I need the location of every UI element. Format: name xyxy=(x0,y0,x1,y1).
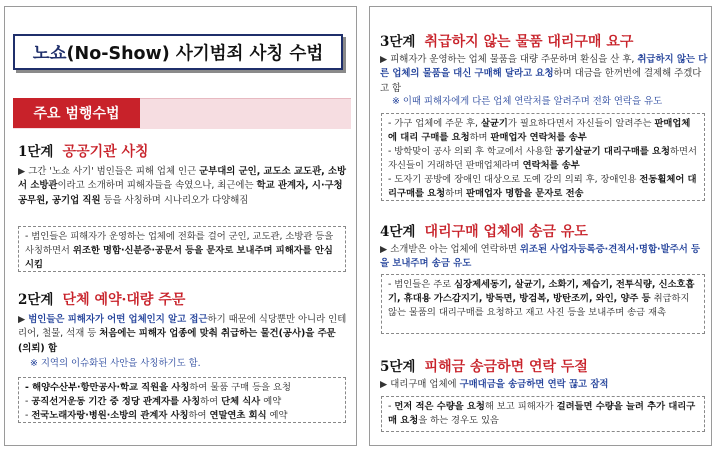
stage-2-example-box xyxy=(18,377,346,423)
stage-4-example: - 범인들은 주로 심장제세동기, 살균기, 소화기, 제습기, 전투식량, 신소호흡기, 휴대용 가스감지기, 방독면, 방검복, 방탄조끼, 와인, 양주 등 취급하지 않는 물품의 대리구매를 요청하고 재고 사진 등을 보내주며 송금 재촉 xyxy=(388,279,695,318)
stage-4-number: 4단계 xyxy=(380,224,416,240)
bullet-icon: ▶ xyxy=(380,54,388,65)
page-title xyxy=(13,34,343,70)
stage-2-number: 2단계 xyxy=(18,292,54,308)
stage-5-example: - 먼저 적은 수량을 요청해 보고 피해자가 걸려들면 수량을 늘려 추가 대리구매 요청을 하는 경우도 있음 xyxy=(388,401,696,426)
stage-4-heading xyxy=(380,224,588,241)
stage-1-number: 1단계 xyxy=(18,144,54,160)
bullet-icon: ▶ xyxy=(380,244,388,255)
stage-1-heading xyxy=(18,144,149,161)
stage-3-note: ※ 이때 피해자에게 다른 업체 연락처를 알려주며 전화 연락을 유도 xyxy=(392,96,663,107)
bullet-icon: ▶ xyxy=(18,314,26,325)
stage-2-note: ※ 지역의 이슈화된 사안을 사칭하기도 함. xyxy=(30,358,201,369)
stage-4-text-content: 소개받은 아는 업체에 연락하면 위조된 사업자등록증·견적서·명함·발주서 등을 보내주며 송금 유도 xyxy=(380,244,701,270)
stage-4-name: 대리구매 업체에 송금 유도 xyxy=(424,224,588,240)
stage-5-number: 5단계 xyxy=(380,359,416,375)
stage-1-name: 공공기관 사칭 xyxy=(62,144,149,160)
stage-2-text-content: 범인들은 피해자가 어떤 업체인지 알고 접근하기 때문에 식당뿐만 아니라 인테리어, 철물, 석재 등 처음에는 피해자 업종에 맞춰 취급하는 물건(공사)을 주문(의뢰) 함 xyxy=(18,314,347,354)
stage-2-example: - 해양수산부·항만공사·학교 직원을 사칭하여 물품 구매 등을 요청 - 공직선거운동 기간 중 정당 관계자를 사칭하여 단체 식사 예약 - 전국노래자랑·병원·소방의 관계자 사칭하여 연말연초 회식 예약 xyxy=(25,382,291,421)
stage-2-name: 단체 예약·대량 주문 xyxy=(62,292,186,308)
stage-1-example: - 범인들은 피해자가 운영하는 업체에 전화를 걸어 군인, 교도관, 소방관 등을 사칭하면서 위조한 명함·신분증·공문서 등을 문자로 보내주며 피해자를 안심시킴 xyxy=(25,231,334,270)
stage-5-heading xyxy=(380,359,588,376)
stage-3-text-content: 피해자가 운영하는 업체 물품을 대량 주문하며 환심을 산 후, 취급하지 않는 다른 업체의 물품을 대신 구매해 달라고 요청하며 대금을 한꺼번에 결제해 주겠다고 함 xyxy=(380,54,708,94)
stage-1-text xyxy=(18,165,348,208)
stage-1-text-content: 그간 '노쇼 사기' 범인들은 피해 업체 인근 군부대의 군인, 교도소 교도관, 소방서 소방관이라고 소개하며 피해자들을 속였으나, 최근에는 학교 관계자, 시·구청 공무원, 공기업 직원 등을 사칭하며 시나리오가 다양해짐 xyxy=(18,166,347,206)
section-tab: 주요 범행수법 xyxy=(13,98,140,128)
stage-3-number: 3단계 xyxy=(380,34,416,50)
stage-3-heading xyxy=(380,34,633,51)
title-highlight: 노쇼 xyxy=(32,43,67,64)
stage-1-example-box xyxy=(18,226,346,272)
stage-2-heading xyxy=(18,292,185,309)
stage-5-name: 피해금 송금하면 연락 두절 xyxy=(424,359,588,375)
stage-5-text-content: 대리구매 업체에 구매대금을 송금하면 연락 끊고 잠적 xyxy=(390,379,609,390)
stage-4-text xyxy=(380,243,708,272)
stage-2-text xyxy=(18,313,348,356)
title-rest: (No-Show) 사기범죄 사칭 수법 xyxy=(66,43,324,64)
stage-4-example-box xyxy=(381,274,705,334)
bullet-icon: ▶ xyxy=(18,166,26,177)
stage-3-text xyxy=(380,53,708,96)
stage-3-example-box xyxy=(381,113,705,201)
stage-3-example: - 가구 업체에 주문 후, 살균기가 필요하다면서 자신들이 알려주는 판매업체에 대리 구매를 요청하며 판매업자 연락처를 송부 - 방학맞이 공사 의뢰 후 학교에서 사용할 공기살균기 대리구매를 요청하면서 자신들이 거래하던 판매업체라며 연락처를 송부 - 도자기 공방에 장애인 대상으로 도예 강의 의뢰 후, 장애인용 전동휠체어 대리구매를 요청하며 판매업자 명함을 문자로 전송 xyxy=(388,118,697,199)
stage-5-example-box xyxy=(381,396,705,432)
bullet-icon: ▶ xyxy=(380,379,388,390)
stage-5-text xyxy=(380,378,708,392)
stage-3-name: 취급하지 않는 물품 대리구매 요구 xyxy=(424,34,634,50)
